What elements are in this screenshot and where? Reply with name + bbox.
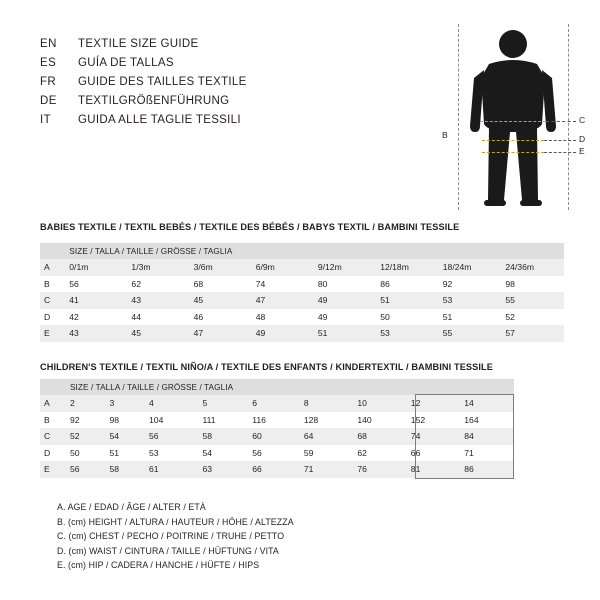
cell: 68 bbox=[190, 276, 252, 293]
legend-line-a: A. AGE / EDAD / ÂGE / ALTER / ETÀ bbox=[57, 502, 206, 512]
cell: 54 bbox=[106, 428, 146, 445]
language-row bbox=[40, 95, 440, 114]
cell-highlighted: 164 bbox=[460, 412, 514, 429]
cell: 61 bbox=[145, 461, 198, 478]
cell: 49 bbox=[252, 325, 314, 342]
cell: 86 bbox=[376, 276, 439, 293]
cell: 12/18m bbox=[376, 259, 439, 276]
cell: 24/36m bbox=[501, 259, 564, 276]
language-row bbox=[40, 57, 440, 76]
cell: 47 bbox=[252, 292, 314, 309]
table-row bbox=[40, 276, 564, 293]
cell: 42 bbox=[65, 309, 127, 326]
table-header-row bbox=[40, 243, 564, 259]
label-c: C bbox=[579, 115, 586, 125]
hip-measure-line bbox=[482, 152, 544, 153]
cell: 80 bbox=[314, 276, 376, 293]
cell: 54 bbox=[199, 445, 249, 462]
hip-leader-line bbox=[544, 152, 576, 153]
cell: 48 bbox=[252, 309, 314, 326]
cell-highlighted: 66 bbox=[407, 445, 460, 462]
cell: 55 bbox=[501, 292, 564, 309]
cell-highlighted: 71 bbox=[460, 445, 514, 462]
language-code: ES bbox=[40, 57, 57, 69]
cell: 9/12m bbox=[314, 259, 376, 276]
cell: 51 bbox=[106, 445, 146, 462]
babies-size-table bbox=[40, 243, 564, 342]
language-row bbox=[40, 114, 440, 133]
legend-line-b: B. (cm) HEIGHT / ALTURA / HAUTEUR / HÖHE / ALTEZZA bbox=[57, 516, 294, 527]
language-code: EN bbox=[40, 38, 57, 50]
cell: 2 bbox=[66, 395, 106, 412]
cell: 51 bbox=[376, 292, 439, 309]
cell-highlighted: 12 bbox=[407, 395, 460, 412]
cell: 111 bbox=[199, 412, 249, 429]
cell: 98 bbox=[106, 412, 146, 429]
cell: 55 bbox=[439, 325, 502, 342]
cell: 74 bbox=[252, 276, 314, 293]
language-title: GUIDA ALLE TAGLIE TESSILI bbox=[78, 114, 241, 126]
label-b: B bbox=[442, 130, 448, 140]
header-size-label: SIZE / TALLA / TAILLE / GRÖSSE / TAGLIA bbox=[66, 379, 514, 395]
row-key: D bbox=[40, 445, 66, 462]
table-header-row bbox=[40, 379, 514, 395]
language-code: FR bbox=[40, 76, 57, 88]
cell: 50 bbox=[66, 445, 106, 462]
cell: 1/3m bbox=[127, 259, 189, 276]
cell: 53 bbox=[439, 292, 502, 309]
cell-highlighted: 81 bbox=[407, 461, 460, 478]
language-code: DE bbox=[40, 95, 57, 107]
cell: 45 bbox=[190, 292, 252, 309]
cell-highlighted: 84 bbox=[460, 428, 514, 445]
cell: 52 bbox=[66, 428, 106, 445]
cell: 57 bbox=[501, 325, 564, 342]
cell: 53 bbox=[376, 325, 439, 342]
cell: 52 bbox=[501, 309, 564, 326]
cell: 64 bbox=[300, 428, 353, 445]
row-key: E bbox=[40, 461, 66, 478]
child-silhouette-icon bbox=[458, 28, 568, 208]
cell: 3/6m bbox=[190, 259, 252, 276]
cell: 58 bbox=[199, 428, 249, 445]
cell-highlighted: 74 bbox=[407, 428, 460, 445]
cell: 5 bbox=[199, 395, 249, 412]
waist-leader-line bbox=[544, 140, 576, 141]
cell: 56 bbox=[66, 461, 106, 478]
cell-highlighted: 86 bbox=[460, 461, 514, 478]
cell: 60 bbox=[248, 428, 300, 445]
cell: 56 bbox=[248, 445, 300, 462]
row-key: C bbox=[40, 428, 66, 445]
language-code: IT bbox=[40, 114, 52, 126]
legend-line-c: C. (cm) CHEST / PECHO / POITRINE / TRUHE / PETTO bbox=[57, 531, 285, 542]
label-d: D bbox=[579, 134, 586, 144]
cell: 140 bbox=[353, 412, 406, 429]
cell: 50 bbox=[376, 309, 439, 326]
chest-leader-line bbox=[546, 121, 576, 122]
header-rowkey-cell bbox=[40, 379, 66, 395]
cell: 51 bbox=[439, 309, 502, 326]
cell: 76 bbox=[353, 461, 406, 478]
cell: 51 bbox=[314, 325, 376, 342]
legend-block bbox=[57, 500, 294, 573]
cell: 10 bbox=[353, 395, 406, 412]
cell: 43 bbox=[127, 292, 189, 309]
cell: 3 bbox=[106, 395, 146, 412]
measurement-figure bbox=[440, 22, 590, 212]
cell: 0/1m bbox=[65, 259, 127, 276]
language-title: GUÍA DE TALLAS bbox=[78, 57, 174, 69]
cell: 92 bbox=[439, 276, 502, 293]
cell: 46 bbox=[190, 309, 252, 326]
cell: 49 bbox=[314, 292, 376, 309]
row-key: A bbox=[40, 259, 65, 276]
cell: 53 bbox=[145, 445, 198, 462]
cell: 116 bbox=[248, 412, 300, 429]
language-row bbox=[40, 76, 440, 95]
cell: 44 bbox=[127, 309, 189, 326]
table-row bbox=[40, 309, 564, 326]
cell: 92 bbox=[66, 412, 106, 429]
label-e: E bbox=[579, 146, 585, 156]
cell: 104 bbox=[145, 412, 198, 429]
cell: 128 bbox=[300, 412, 353, 429]
cell: 18/24m bbox=[439, 259, 502, 276]
children-section-title: CHILDREN'S TEXTILE / TEXTIL NIÑO/A / TEXTILE DES ENFANTS / KINDERTEXTIL / BAMBINI TESSILE bbox=[40, 362, 493, 372]
cell: 41 bbox=[65, 292, 127, 309]
cell: 62 bbox=[353, 445, 406, 462]
babies-section-title: BABIES TEXTILE / TEXTIL BEBÉS / TEXTILE DES BÉBÉS / BABYS TEXTIL / BAMBINI TESSILE bbox=[40, 222, 460, 232]
cell: 59 bbox=[300, 445, 353, 462]
table-row bbox=[40, 325, 564, 342]
chest-measure-line bbox=[480, 121, 546, 122]
legend-line-e: E. (cm) HIP / CADERA / HANCHE / HÜFTE / HIPS bbox=[57, 560, 260, 571]
highlighted-size-columns-box bbox=[415, 394, 514, 479]
cell: 56 bbox=[145, 428, 198, 445]
cell: 6 bbox=[248, 395, 300, 412]
cell: 45 bbox=[127, 325, 189, 342]
cell: 68 bbox=[353, 428, 406, 445]
cell: 98 bbox=[501, 276, 564, 293]
cell: 43 bbox=[65, 325, 127, 342]
cell-highlighted: 14 bbox=[460, 395, 514, 412]
cell: 66 bbox=[248, 461, 300, 478]
cell: 71 bbox=[300, 461, 353, 478]
language-title: TEXTILGRÖßENFÜHRUNG bbox=[78, 95, 230, 107]
language-row bbox=[40, 38, 440, 57]
row-key: B bbox=[40, 276, 65, 293]
cell: 58 bbox=[106, 461, 146, 478]
cell: 49 bbox=[314, 309, 376, 326]
row-key: B bbox=[40, 412, 66, 429]
figure-guide-right bbox=[568, 24, 569, 210]
cell: 6/9m bbox=[252, 259, 314, 276]
cell: 62 bbox=[127, 276, 189, 293]
cell: 47 bbox=[190, 325, 252, 342]
cell: 56 bbox=[65, 276, 127, 293]
legend-line-d: D. (cm) WAIST / CINTURA / TAILLE / HÜFTUNG / VITA bbox=[57, 545, 279, 556]
row-key: E bbox=[40, 325, 65, 342]
row-key: A bbox=[40, 395, 66, 412]
waist-measure-line bbox=[482, 140, 544, 141]
header-rowkey-cell bbox=[40, 243, 65, 259]
cell: 4 bbox=[145, 395, 198, 412]
header-size-label: SIZE / TALLA / TAILLE / GRÖSSE / TAGLIA bbox=[65, 243, 564, 259]
table-row bbox=[40, 259, 564, 276]
cell: 8 bbox=[300, 395, 353, 412]
table-row bbox=[40, 292, 564, 309]
row-key: C bbox=[40, 292, 65, 309]
language-title: GUIDE DES TAILLES TEXTILE bbox=[78, 76, 247, 88]
language-title-block bbox=[40, 38, 440, 133]
cell-highlighted: 152 bbox=[407, 412, 460, 429]
row-key: D bbox=[40, 309, 65, 326]
language-title: TEXTILE SIZE GUIDE bbox=[78, 38, 199, 50]
cell: 63 bbox=[199, 461, 249, 478]
